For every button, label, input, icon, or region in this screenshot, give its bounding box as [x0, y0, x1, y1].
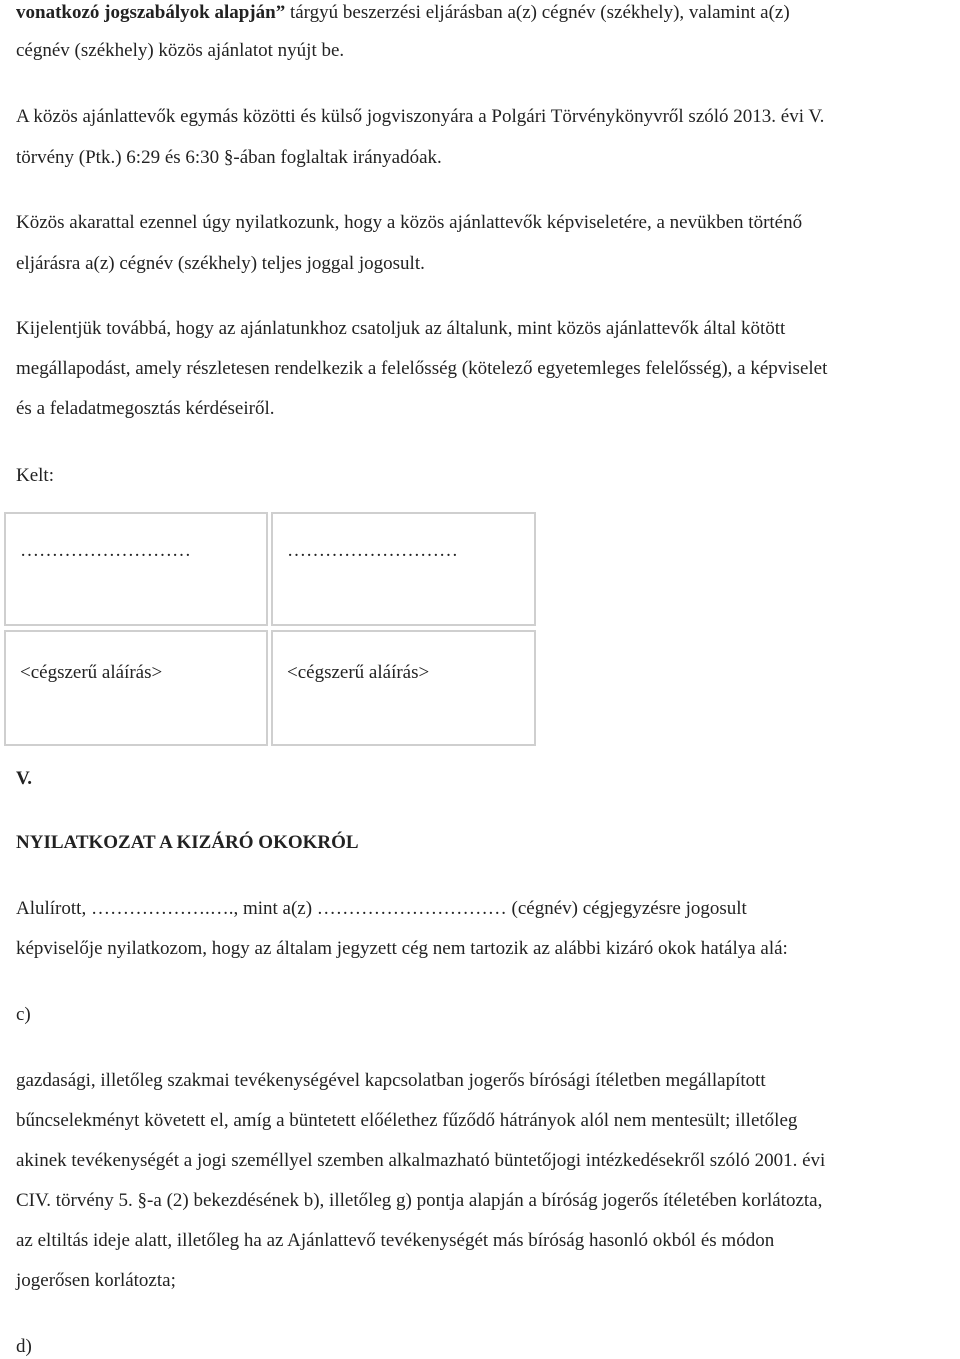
intro-bold-text: vonatkozó jogszabályok alapján”: [16, 2, 286, 23]
item-c-line-3: akinek tevékenységét a jogi személlyel szemben alkalmazható büntetőjogi intézkedésekről szóló 2001. évi: [16, 1150, 826, 1171]
para1-line-2: törvény (Ptk.) 6:29 és 6:30 §-ában foglaltak irányadóak.: [16, 147, 442, 168]
intro-rest-text: tárgyú beszerzési eljárásban a(z) cégnév (székhely), valamint a(z): [285, 2, 790, 23]
kelt-label: Kelt:: [16, 465, 54, 486]
item-c-line-4: CIV. törvény 5. §-a (2) bekezdésének b), illetőleg g) pontja alapján a bíróság jogerős ítéletében korlátozta,: [16, 1190, 823, 1211]
signature-cell-label-1: [4, 630, 268, 746]
declaration-line-1: Alulírott, ……………….…., mint a(z) ………………………… (cégnév) cégjegyzésre jogosult: [16, 898, 747, 919]
item-d-label: d): [16, 1336, 32, 1357]
signature-cell-label-2: [271, 630, 536, 746]
signature-label: <cégszerű aláírás>: [20, 662, 163, 683]
signature-dots: ………………………: [287, 540, 458, 561]
item-c-line-6: jogerősen korlátozta;: [16, 1270, 176, 1291]
section-number: V.: [16, 768, 33, 789]
item-c-line-1: gazdasági, illetőleg szakmai tevékenységével kapcsolatban jogerős bírósági ítéletben megállapított: [16, 1070, 766, 1091]
signature-dots: ………………………: [20, 540, 191, 561]
para3-line-1: Kijelentjük továbbá, hogy az ajánlatunkhoz csatoljuk az általunk, mint közös ajánlattevők által kötött: [16, 318, 786, 339]
signature-cell-dots-2: [271, 512, 536, 626]
intro-line-1: [16, 2, 790, 24]
section-title: NYILATKOZAT A KIZÁRÓ OKOKRÓL: [16, 832, 359, 853]
declaration-line-2: képviselője nyilatkozom, hogy az általam jegyzett cég nem tartozik az alábbi kizáró okok hatálya alá:: [16, 938, 788, 959]
intro-line-2: cégnév (székhely) közös ajánlatot nyújt be.: [16, 40, 345, 61]
signature-cell-dots-1: [4, 512, 268, 626]
para2-line-2: eljárásra a(z) cégnév (székhely) teljes joggal jogosult.: [16, 253, 425, 274]
para3-line-2: megállapodást, amely részletesen rendelkezik a felelősség (kötelező egyetemleges felelősség), a képviselet: [16, 358, 828, 379]
signature-label: <cégszerű aláírás>: [287, 662, 430, 683]
item-c-line-2: bűncselekményt követett el, amíg a büntetett előélethez fűződő hátrányok alól nem mentesült; illetőleg: [16, 1110, 798, 1131]
para1-line-1: A közös ajánlattevők egymás közötti és külső jogviszonyára a Polgári Törvénykönyvről szóló 2013. évi V.: [16, 106, 825, 127]
item-c-label: c): [16, 1004, 31, 1025]
para2-line-1: Közös akarattal ezennel úgy nyilatkozunk, hogy a közös ajánlattevők képviseletére, a nevükben történő: [16, 212, 803, 233]
para3-line-3: és a feladatmegosztás kérdéseiről.: [16, 398, 275, 419]
item-c-line-5: az eltiltás ideje alatt, illetőleg ha az Ajánlattevő tevékenységét más bíróság hasonló okból és módon: [16, 1230, 775, 1251]
